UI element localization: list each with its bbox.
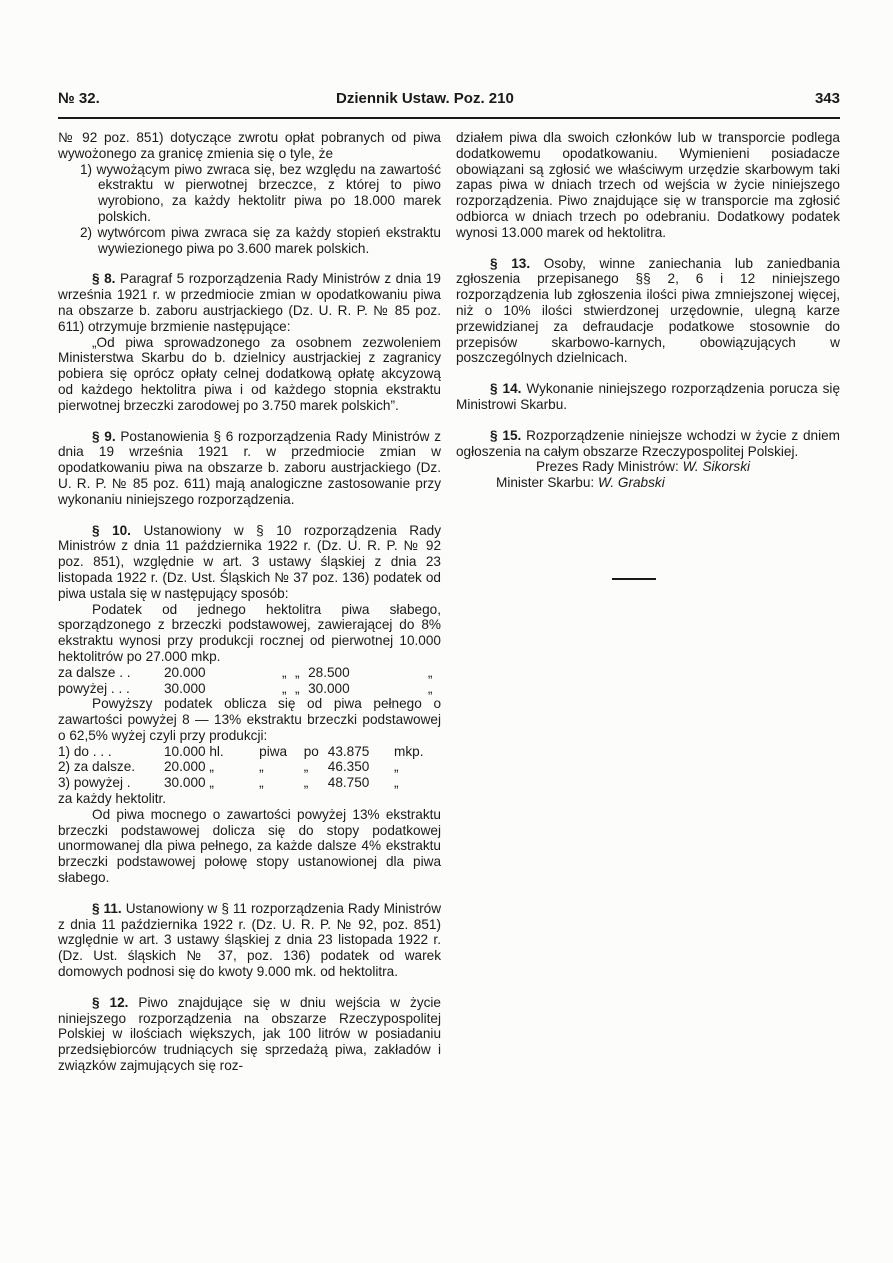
section-text: Postanowienia § 6 rozporządzenia Rady Ministrów z dnia 19 września 1921 r. w przedmiocie zmian w opodatkowaniu piwa na obszarze b. zaboru austrjackiego (Dz. U. R. P. № 85 poz. 611) mają analogiczne zastosowanie przy wykonaniu niniejszego rozporządzenia. (58, 428, 441, 507)
section-11 (58, 901, 441, 980)
table-cell: 1) do . . . (58, 743, 112, 759)
signature-name: W. Sikorski (682, 459, 751, 475)
table-cell: „ (259, 775, 264, 791)
table-cell: 30.000 (164, 680, 206, 696)
signature-name: W. Grabski (598, 475, 665, 491)
paragraph: za każdy hektolitr. (58, 791, 167, 807)
signature-treasury-minister (456, 475, 840, 491)
section-12 (58, 995, 441, 1074)
section-text: Osoby, winne zaniechania lub zaniedbania zgłoszenia przepisanego §§ 2, 6 i 12 niniejszego rozporządzenia lub zgłoszenia ilości piwa zmniejszonej więcej, niż o 10% ilości stwierdzonej urzędownie, ulegną karze przewidzianej za defraudacje podatkowe stosownie do przepisów skarbowo-karnych, obowiązujących w poszczególnych dzielnicach. (456, 255, 841, 366)
table-cell: piwa (259, 743, 288, 759)
quote: „Od piwa sprowadzonego za osobnem zezwoleniem Ministerstwa Skarbu do b. dzielnicy austrjackiej z zagranicy pobiera się oprócz opłaty celnej dodatkową opłatę akcyzową od każdego hektolitra piwa i od każdego stopnia ekstraktu pierwotnej brzeczki zarodowej po 3.750 marek polskich”. (58, 334, 441, 413)
table-cell: 3) powyżej . (58, 775, 131, 791)
table-cell: „ (295, 680, 300, 696)
section-mark: § 15. (490, 427, 522, 443)
section-9 (58, 429, 441, 508)
list-item: 2) wytwórcom piwa zwraca się za każdy stopień ekstraktu wywiezionego piwa po 3.600 marek polskich. (80, 224, 441, 256)
table-cell: „ (303, 775, 309, 791)
end-rule (612, 578, 656, 580)
section-mark: § 12. (92, 994, 129, 1010)
table-row (58, 744, 441, 760)
table-cell: 2) za dalsze. (58, 759, 136, 775)
table-cell: 30.000 „ (164, 775, 214, 791)
signature-prime-minister (456, 459, 840, 475)
table-cell: 48.750 (327, 775, 370, 791)
paragraph: Od piwa mocnego o zawartości powyżej 13% ekstraktu brzeczki podstawowej dolicza się do stopy podatkowej unormowanej dla piwa pełnego, za każde dalsze 4% ekstraktu brzeczki podstawowej połowę stopy ustanowionej dla piwa słabego. (58, 806, 441, 886)
section-mark: § 10. (92, 522, 131, 538)
table-cell: mkp. (394, 743, 424, 759)
table-cell: powyżej . . . (58, 680, 130, 696)
table-cell: „ (282, 680, 287, 696)
table-cell: „ (394, 759, 399, 775)
paragraph: Podatek od jednego hektolitra piwa słabego, sporządzonego z brzeczki podstawowej, zawierającej do 8% ekstraktu wynosi przy produkcji rocznej od pierwotnej 10.000 hektolitrów po 27.000 mkp. (58, 601, 441, 664)
table-cell: „ (427, 680, 433, 696)
table-row (58, 759, 441, 775)
table-cell: 20.000 (164, 664, 206, 680)
rate-table-weak (58, 665, 441, 697)
table-cell: 43.875 (327, 743, 370, 759)
left-column (58, 130, 441, 1074)
section-13 (456, 256, 840, 367)
table-cell: 46.350 (327, 759, 370, 775)
section-text: Rozporządzenie niniejsze wchodzi w życie z dniem ogłoszenia na całym obszarze Rzeczypospolitej Polskiej. (456, 427, 841, 459)
table-cell: za dalsze . . (58, 664, 131, 680)
page-number: 343 (814, 90, 840, 107)
section-mark: § 9. (92, 428, 116, 444)
table-cell: „ (282, 664, 287, 680)
journal-title: Dziennik Ustaw. Poz. 210 (336, 90, 514, 107)
table-row (58, 681, 441, 697)
list-item: 1) wywożącym piwo zwraca się, bez względu na zawartość ekstraktu w pierwotnej brzeczce, z której to piwo wyrobiono, za każdy hektolitr piwa po 18.000 marek polskich. (80, 161, 441, 224)
table-row (58, 665, 441, 681)
issue-number: № 32. (58, 90, 100, 107)
table-cell: „ (303, 759, 309, 775)
section-14 (456, 381, 840, 413)
section-mark: § 11. (92, 900, 122, 916)
paragraph: Powyższy podatek oblicza się od piwa pełnego o zawartości powyżej 8 — 13% ekstraktu brzeczki podstawowej o 62,5% wyżej czyli przy produkcji: (58, 696, 441, 743)
rate-table-full (58, 744, 441, 791)
paragraph: działem piwa dla swoich członków lub w transporcie podlega dodatkowemu opodatkowaniu. Wymienieni posiadacze obowiązani są zgłosić we właściwym urzędzie skarbowym taki zapas piwa w dniach trzech od wejścia w życie niniejszego rozporządzenia. Piwo znajdujące się w transporcie ma zgłosić odbiorca w dniach trzech po odebraniu. Dodatkowy podatek wynosi 13.000 marek od hektolitra. (456, 130, 840, 240)
table-cell: „ (427, 664, 433, 680)
section-8 (58, 271, 441, 334)
section-text: Piwo znajdujące się w dniu wejścia w życie niniejszego rozporządzenia na obszarze Rzeczypospolitej Polskiej w ilościach większych, jak 100 litrów w posiadaniu przedsiębiorców trudniących się sprzedażą piwa, zakładów i związków zajmujących się roz- (58, 994, 441, 1074)
table-row (58, 775, 441, 791)
section-15 (456, 428, 840, 460)
section-10 (58, 523, 441, 602)
right-column (456, 130, 840, 491)
section-mark: § 8. (92, 271, 116, 287)
table-cell: po (303, 743, 319, 759)
table-cell: „ (259, 759, 264, 775)
paragraph: № 92 poz. 851) dotyczące zwrotu opłat pobranych od piwa wywożonego za granicę zmienia się o tyle, że (58, 130, 441, 161)
section-text: Ustanowiony w § 11 rozporządzenia Rady Ministrów z dnia 11 października 1922 r. (Dz. U. R. P. № 92, poz. 851) względnie w art. 3 ustawy śląskiej z dnia 23 listopada 1922 r. (Dz. Ust. śląskich № 37, poz. 136) podatek od warek domowych podnosi się do kwoty 9.000 mk. od hektolitra. (58, 900, 442, 980)
section-text: Ustanowiony w § 10 rozporządzenia Rady Ministrów z dnia 11 października 1922 r. (Dz. U. R. P. № 92 poz. 851), względnie w art. 3 ustawy śląskiej z dnia 23 listopada 1922 r. (Dz. Ust. Śląskich № 37 poz. 136) podatek od piwa ustala się w następujący sposób: (58, 522, 442, 601)
signature-role: Minister Skarbu: (496, 475, 595, 491)
table-cell: 10.000 hl. (164, 743, 224, 759)
page-header (58, 88, 840, 114)
header-rule (58, 117, 840, 119)
section-text: Paragraf 5 rozporządzenia Rady Ministrów z dnia 19 września 1921 r. w przedmiocie zmian w opodatkowaniu piwa na obszarze b. zaboru austrjackiego (Dz. U. R. P. № 85 poz. 611) otrzymuje brzmienie następujące: (58, 271, 441, 334)
table-cell: 28.500 (308, 664, 350, 680)
section-text: Wykonanie niniejszego rozporządzenia porucza się Ministrowi Skarbu. (456, 381, 841, 412)
table-cell: „ (394, 775, 399, 791)
table-cell: 20.000 „ (164, 759, 214, 775)
section-mark: § 14. (490, 381, 522, 397)
table-cell: 30.000 (308, 680, 350, 696)
section-mark: § 13. (490, 255, 531, 271)
table-cell: „ (295, 664, 300, 680)
signature-role: Prezes Rady Ministrów: (536, 459, 679, 475)
